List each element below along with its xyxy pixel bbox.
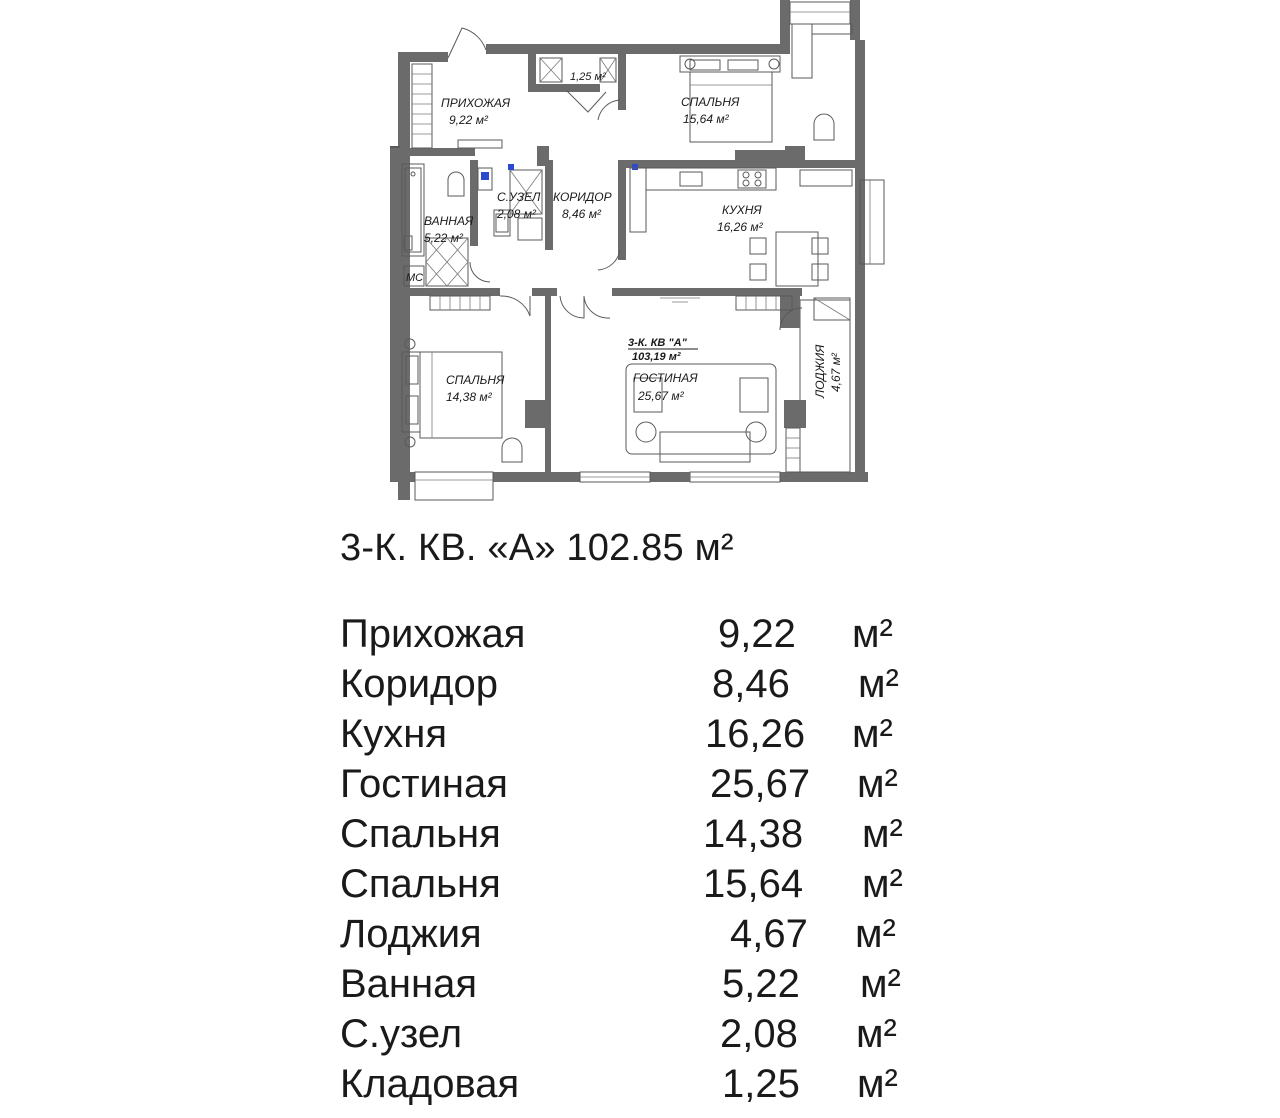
suzel-area: 2,08 м² — [497, 207, 536, 221]
area-unit: м² — [862, 862, 903, 906]
vannaya-label: ВАННАЯ — [424, 214, 474, 228]
area-value: 1,25 — [722, 1062, 800, 1106]
area-row — [0, 612, 1280, 662]
koridor-label: КОРИДОР — [553, 190, 612, 204]
spalnya-top-label: СПАЛЬНЯ — [681, 95, 740, 109]
area-value: 5,22 — [722, 962, 800, 1006]
area-name: Кухня — [340, 712, 448, 756]
area-name: Коридор — [340, 662, 498, 706]
area-name: Ванная — [340, 962, 478, 1006]
area-unit: м² — [858, 662, 899, 706]
area-row — [0, 712, 1280, 762]
apartment-title: 3-К. КВ. «А» 102.85 м² — [340, 527, 734, 569]
lodzhiya-label: ЛОДЖИЯ — [813, 344, 827, 398]
area-name: Спальня — [340, 862, 501, 906]
area-value: 14,38 — [703, 812, 804, 856]
area-name: Спальня — [340, 812, 501, 856]
apartment-label: 3-К. КВ "А" — [628, 337, 687, 349]
area-name: Прихожая — [340, 612, 526, 656]
prihozhaya-area: 9,22 м² — [449, 113, 488, 127]
gostinaya-area: 25,67 м² — [638, 389, 684, 403]
kladovaya-area: 1,25 м² — [570, 71, 606, 83]
spalnya-top-area: 15,64 м² — [683, 112, 729, 126]
area-name: Кладовая — [340, 1062, 520, 1106]
area-value: 15,64 — [703, 862, 804, 906]
washer-label: МС — [406, 272, 424, 284]
area-value: 2,08 — [720, 1012, 798, 1056]
area-unit: м² — [862, 812, 903, 856]
windows — [415, 2, 884, 500]
area-name: Гостиная — [340, 762, 508, 806]
prihozhaya-label: ПРИХОЖАЯ — [441, 96, 510, 110]
area-unit: м² — [857, 762, 898, 806]
apartment-area: 103,19 м² — [632, 351, 681, 363]
area-row — [0, 812, 1280, 862]
area-unit: м² — [857, 1062, 898, 1106]
area-row — [0, 1062, 1280, 1112]
area-unit: м² — [860, 962, 901, 1006]
suzel-label: С.УЗЕЛ — [497, 190, 541, 204]
area-value: 25,67 — [710, 762, 811, 806]
spalnya-bottom-area: 14,38 м² — [446, 390, 492, 404]
area-value: 8,46 — [712, 662, 790, 706]
area-row — [0, 862, 1280, 912]
area-value: 16,26 — [705, 712, 806, 756]
area-row — [0, 762, 1280, 812]
lodzhiya-area: 4,67 м² — [829, 353, 843, 392]
area-unit: м² — [852, 712, 893, 756]
area-unit: м² — [852, 612, 893, 656]
spalnya-bottom-label: СПАЛЬНЯ — [446, 373, 505, 387]
area-row — [0, 912, 1280, 962]
area-value: 4,67 — [730, 912, 808, 956]
gostinaya-label: ГОСТИНАЯ — [633, 371, 698, 385]
koridor-area: 8,46 м² — [562, 207, 601, 221]
room-labels — [424, 71, 843, 404]
kuhnya-area: 16,26 м² — [717, 220, 763, 234]
kuhnya-label: КУХНЯ — [722, 203, 762, 217]
area-row — [0, 1012, 1280, 1062]
area-name: С.узел — [340, 1012, 463, 1056]
area-value: 9,22 — [718, 612, 796, 656]
floor-plan — [0, 0, 1280, 510]
area-name: Лоджия — [340, 912, 482, 956]
area-unit: м² — [855, 912, 896, 956]
area-unit: м² — [856, 1012, 897, 1056]
area-row — [0, 962, 1280, 1012]
area-row — [0, 662, 1280, 712]
vannaya-area: 5,22 м² — [424, 231, 463, 245]
